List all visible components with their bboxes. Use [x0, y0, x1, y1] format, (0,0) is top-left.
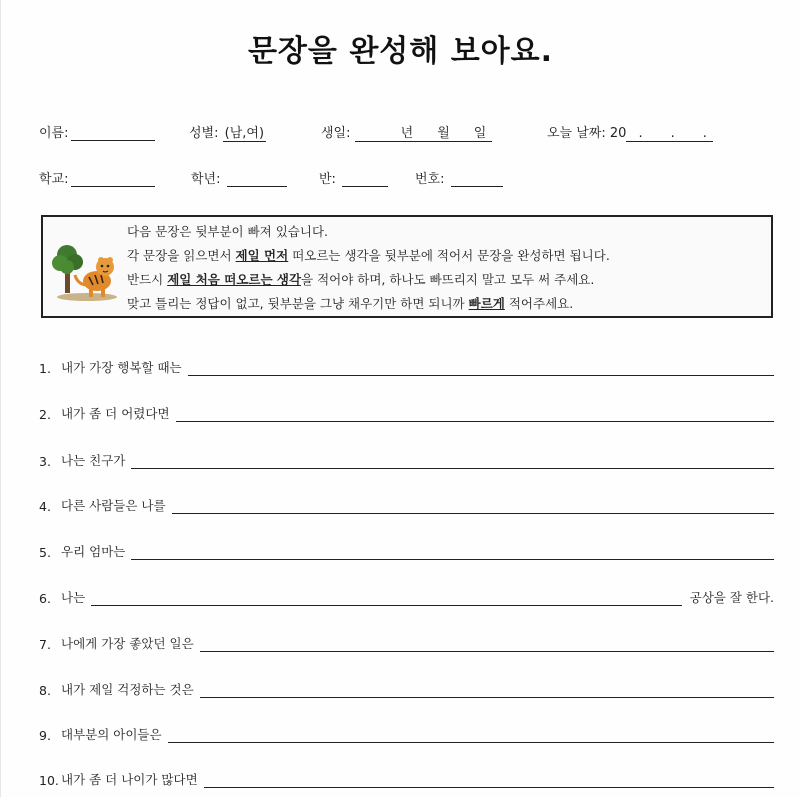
emphasis-text: 빠르게 [468, 296, 505, 311]
date-sep: . [638, 126, 643, 141]
answer-line[interactable] [188, 363, 774, 376]
name-label: 이름: [39, 126, 69, 141]
instruction-line-4: 맞고 틀리는 정답이 없고, 뒷부분을 그냥 채우기만 하면 되니까 빠르게 적어주세요. [127, 296, 574, 311]
answer-line[interactable] [91, 593, 681, 606]
birth-year-unit: 년 [400, 126, 414, 141]
date-sep: . [670, 126, 675, 141]
instruction-line-3: 반드시 제일 처음 떠오르는 생각을 적어야 하며, 하나도 빠뜨리지 말고 모두 써 주세요. [127, 272, 595, 287]
question-item [39, 356, 774, 376]
birth-day-unit: 일 [473, 126, 487, 141]
answer-line[interactable] [131, 547, 774, 560]
answer-line[interactable] [200, 639, 774, 652]
info-row-school [39, 168, 760, 188]
question-number: 5. [39, 545, 51, 560]
question-item [39, 402, 774, 422]
instruction-line-2: 각 문장을 읽으면서 제일 먼저 떠오르는 생각을 뒷부분에 적어서 문장을 완성하면 됩니다. [127, 248, 610, 263]
class-blank[interactable] [342, 172, 388, 187]
birth-month-unit: 월 [437, 126, 450, 141]
date-field [547, 122, 713, 142]
question-stem: 내가 제일 걱정하는 것은 [61, 682, 194, 697]
question-stem: 다른 사람들은 나를 [61, 498, 166, 513]
question-stem: 나에게 가장 좋았던 일은 [61, 636, 194, 651]
emphasis-text: 제일 처음 떠오르는 생각 [167, 272, 302, 287]
number-label: 번호: [415, 172, 445, 187]
grade-blank[interactable] [227, 172, 287, 187]
question-stem: 나는 [61, 590, 86, 605]
question-stem: 내가 좀 더 어렸다면 [61, 406, 170, 421]
name-field [39, 122, 155, 141]
question-number: 1. [39, 361, 51, 376]
answer-line[interactable] [204, 775, 774, 788]
question-item [39, 586, 774, 606]
question-tail: 공상을 잘 한다. [689, 590, 774, 605]
class-field [319, 168, 388, 187]
instruction-box [41, 215, 773, 318]
question-number: 4. [39, 499, 51, 514]
gender-options[interactable]: (남,여) [223, 122, 266, 142]
number-blank[interactable] [451, 172, 503, 187]
gender-field [189, 122, 266, 142]
grade-field [191, 168, 287, 187]
grade-label: 학년: [191, 172, 221, 187]
date-year-prefix: 20 [609, 126, 627, 141]
question-stem: 우리 엄마는 [61, 544, 126, 559]
question-item [39, 449, 774, 469]
tree-and-tiger-illustration [51, 235, 123, 305]
info-row-personal [39, 122, 760, 142]
question-number: 2. [39, 407, 51, 422]
instruction-line-1: 다음 문장은 뒷부분이 빠져 있습니다. [127, 224, 328, 239]
birthday-label: 생일: [321, 126, 351, 141]
question-item [39, 632, 774, 652]
date-sep: . [702, 126, 707, 141]
question-number: 3. [39, 454, 51, 469]
question-item [39, 540, 774, 560]
answer-line[interactable] [172, 501, 774, 514]
school-label: 학교: [39, 172, 69, 187]
question-item [39, 723, 774, 743]
name-blank[interactable] [71, 126, 155, 141]
number-field [415, 168, 503, 187]
school-field [39, 168, 155, 187]
answer-line[interactable] [168, 730, 774, 743]
question-item [39, 494, 774, 514]
question-number: 8. [39, 683, 51, 698]
answer-line[interactable] [200, 685, 774, 698]
question-stem: 내가 좀 더 나이가 많다면 [61, 772, 198, 787]
question-stem: 대부분의 아이들은 [61, 727, 162, 742]
instruction-text [127, 220, 765, 316]
answer-line[interactable] [176, 409, 774, 422]
school-blank[interactable] [71, 172, 155, 187]
question-item [39, 768, 774, 788]
question-number: 9. [39, 728, 51, 743]
question-number: 10. [39, 773, 59, 788]
answer-line[interactable] [131, 456, 774, 469]
question-stem: 나는 친구가 [61, 453, 126, 468]
question-number: 7. [39, 637, 51, 652]
date-label: 오늘 날짜: [547, 126, 606, 141]
question-stem: 내가 가장 행복할 때는 [61, 360, 182, 375]
question-number: 6. [39, 591, 51, 606]
class-label: 반: [319, 172, 336, 187]
birthday-blank[interactable] [355, 122, 493, 142]
date-blank[interactable] [626, 126, 712, 142]
birthday-field [321, 122, 492, 142]
page-title: 문장을 완성해 보아요. [247, 34, 554, 69]
question-item [39, 678, 774, 698]
gender-label: 성별: [189, 126, 219, 141]
emphasis-text: 제일 먼저 [235, 248, 289, 263]
